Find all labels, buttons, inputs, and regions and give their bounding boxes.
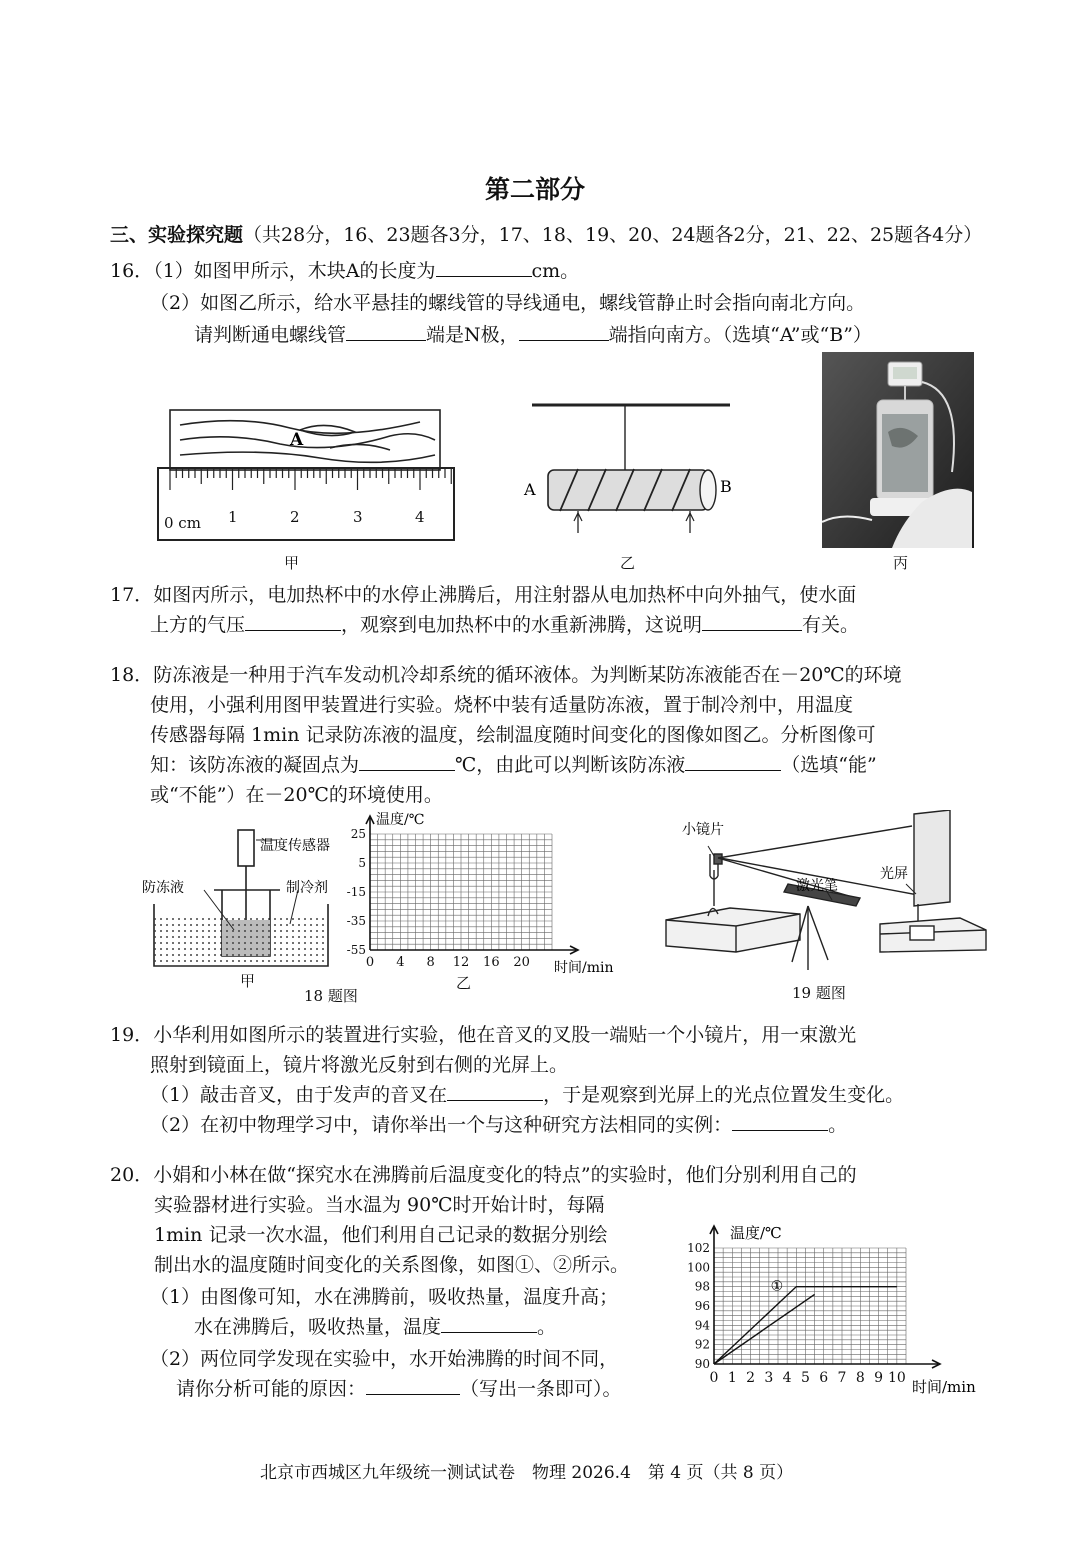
y-tick-label: -15: [346, 885, 366, 899]
question-17-line2: 上方的气压 ，观察到电加热杯中的水重新沸腾，这说明 有关。: [150, 610, 859, 640]
caption-yi: 乙: [620, 554, 636, 572]
caption-18-yi: 乙: [456, 974, 472, 992]
caption-18: 18 题图: [304, 987, 358, 1005]
screen-label: 光屏: [880, 866, 908, 882]
question-20-line8: 请你分析可能的原因： （写出一条即可）。: [176, 1374, 622, 1404]
question-18-line1: 18．防冻液是一种用于汽车发动机冷却系统的循环液体。为判断某防冻液能否在－20℃的环境: [110, 664, 902, 686]
ruler-figure: [150, 400, 470, 550]
part-title: 第二部分: [485, 175, 586, 204]
x-tick-label: 6: [819, 1370, 829, 1386]
section-label: 三、实验探究题: [110, 224, 244, 246]
answer-blank[interactable]: [346, 320, 426, 341]
chart20-ylabel: 温度/℃: [730, 1224, 782, 1242]
answer-blank[interactable]: [436, 256, 532, 277]
question-18-line5: 或“不能”）在－20℃的环境使用。: [150, 784, 443, 806]
answer-blank[interactable]: [359, 750, 455, 771]
question-19-line1: 19．小华利用如图所示的装置进行实验，他在音叉的叉股一端贴一个小镜片，用一束激光: [110, 1024, 857, 1046]
x-tick-label: 3: [764, 1370, 774, 1386]
question-18-line3: 传感器每隔 1min 记录防冻液的温度，绘制温度随时间变化的图像如图乙。分析图像可: [150, 724, 876, 746]
chart18-ylabel: 温度/℃: [376, 812, 425, 828]
section-note: （共28分，16、23题各3分，17、18、19、20、24题各2分，21、22、25题各4分）: [243, 224, 983, 246]
ruler-tick-label: 0 cm: [164, 514, 201, 532]
x-tick-label: 2: [746, 1370, 756, 1386]
question-number: 17．: [110, 584, 154, 606]
chart18-xlabel: 时间/min: [554, 960, 614, 976]
x-tick-label: 4: [782, 1370, 792, 1386]
ruler-tick-label: 2: [290, 508, 300, 526]
x-tick-label: 9: [874, 1370, 884, 1386]
ruler-tick-label: 1: [228, 508, 238, 526]
caption-bing: 丙: [893, 554, 909, 572]
y-tick-label: 96: [694, 1299, 710, 1313]
antifreeze-temperature-chart: [340, 810, 630, 986]
y-tick-label: 94: [694, 1318, 710, 1333]
solenoid-end-a: A: [524, 480, 536, 499]
y-tick-label: 92: [694, 1337, 710, 1352]
y-tick-label: -55: [346, 943, 366, 957]
x-tick-label: 20: [513, 955, 530, 970]
solenoid-end-b: B: [720, 477, 732, 496]
question-number: 16．: [110, 260, 154, 282]
answer-blank[interactable]: [519, 320, 609, 341]
x-tick-label: 5: [800, 1370, 810, 1386]
y-tick-label: 102: [687, 1241, 710, 1255]
question-16-line3: 请判断通电螺线管 端是N极， 端指向南方。（选填“A”或“B”）: [194, 320, 872, 350]
y-tick-label: 5: [358, 856, 366, 870]
x-tick-label: 12: [452, 955, 470, 970]
chart20-xlabel: 时间/min: [912, 1378, 976, 1396]
series-label-1: ①: [770, 1278, 784, 1295]
x-tick-label: 0: [365, 955, 375, 970]
question-20-line5: （1）由图像可知，水在沸腾前，吸收热量，温度升高；: [150, 1286, 619, 1308]
y-tick-label: 90: [694, 1357, 710, 1371]
caption-19: 19 题图: [792, 984, 846, 1002]
answer-blank[interactable]: [441, 1312, 537, 1333]
mirror-label: 小镜片: [682, 822, 724, 838]
answer-blank[interactable]: [366, 1374, 460, 1395]
y-tick-label: 25: [350, 827, 366, 841]
x-tick-label: 1: [727, 1370, 737, 1386]
boiling-temperature-chart: [684, 1218, 1004, 1398]
question-19-line3: （1）敲击音叉，由于发声的音叉在 ，于是观察到光屏上的光点位置发生变化。: [150, 1080, 904, 1110]
x-tick-label: 0: [709, 1370, 719, 1386]
question-number: 18．: [110, 664, 154, 686]
y-tick-label: -35: [346, 914, 366, 928]
question-20-line6: 水在沸腾后，吸收热量，温度 。: [194, 1312, 556, 1342]
heating-cup-photo: [822, 352, 974, 548]
sensor-label: 温度传感器: [260, 838, 330, 854]
question-16-line1: 16．（1）如图甲所示，木块A的长度为 cm。: [110, 256, 579, 286]
coolant-label: 制冷剂: [286, 880, 328, 896]
ruler-body: [158, 468, 454, 540]
x-tick-label: 16: [483, 955, 500, 970]
section-heading: [110, 220, 982, 250]
question-20-line4: 制出水的温度随时间变化的关系图像，如图①、②所示。: [154, 1254, 630, 1276]
x-tick-label: 8: [855, 1370, 865, 1386]
ruler-tick-label: 4: [415, 508, 425, 526]
question-19-line2: 照射到镜面上，镜片将激光反射到右侧的光屏上。: [150, 1054, 569, 1076]
page-footer: 北京市西城区九年级统一测试试卷 物理 2026.4 第 4 页（共 8 页）: [260, 1463, 794, 1483]
block-label: A: [290, 430, 304, 450]
x-tick-label: 10: [887, 1370, 906, 1386]
caption-jia: 甲: [284, 554, 300, 572]
question-20-line7: （2）两位同学发现在实验中，水开始沸腾的时间不同，: [150, 1348, 619, 1370]
tuning-fork-laser-figure: [660, 810, 990, 990]
answer-blank[interactable]: [732, 1110, 828, 1131]
x-tick-label: 7: [837, 1370, 847, 1386]
question-20-line2: 实验器材进行实验。当水温为 90℃时开始计时，每隔: [154, 1194, 605, 1216]
x-tick-label: 4: [396, 955, 405, 970]
question-18-line4: 知：该防冻液的凝固点为 ℃，由此可以判断该防冻液 （选填“能”: [150, 750, 877, 780]
antifreeze-setup-figure: [140, 820, 350, 990]
question-20-line3: 1min 记录一次水温，他们利用自己记录的数据分别绘: [154, 1224, 608, 1246]
y-tick-label: 100: [687, 1260, 710, 1275]
answer-blank[interactable]: [685, 750, 781, 771]
answer-blank[interactable]: [245, 610, 341, 631]
y-tick-label: 98: [694, 1279, 710, 1294]
question-18-line2: 使用，小强利用图甲装置进行实验。烧杯中装有适量防冻液，置于制冷剂中，用温度: [150, 694, 854, 716]
solenoid-tube: [548, 470, 708, 510]
ruler-tick-label: 3: [353, 508, 363, 526]
answer-blank[interactable]: [447, 1080, 543, 1101]
question-16-line2: （2）如图乙所示，给水平悬挂的螺线管的导线通电，螺线管静止时会指向南北方向。: [150, 292, 866, 314]
x-tick-label: 8: [426, 955, 435, 970]
series-line-2: [714, 1294, 815, 1364]
question-17-line1: 17．如图丙所示，电加热杯中的水停止沸腾后，用注射器从电加热杯中向外抽气，使水面: [110, 584, 857, 606]
caption-18-jia: 甲: [240, 972, 256, 990]
question-20-line1: 20．小娟和小林在做“探究水在沸腾前后温度变化的特点”的实验时，他们分别利用自己的: [110, 1164, 857, 1186]
question-number: 20．: [110, 1164, 154, 1186]
question-19-line4: （2）在初中物理学习中，请你举出一个与这种研究方法相同的实例： 。: [150, 1110, 847, 1140]
question-number: 19．: [110, 1024, 154, 1046]
answer-blank[interactable]: [702, 610, 802, 631]
antifreeze-label: 防冻液: [142, 880, 184, 896]
laser-label: 激光笔: [796, 878, 838, 894]
solenoid-figure: [520, 395, 750, 545]
